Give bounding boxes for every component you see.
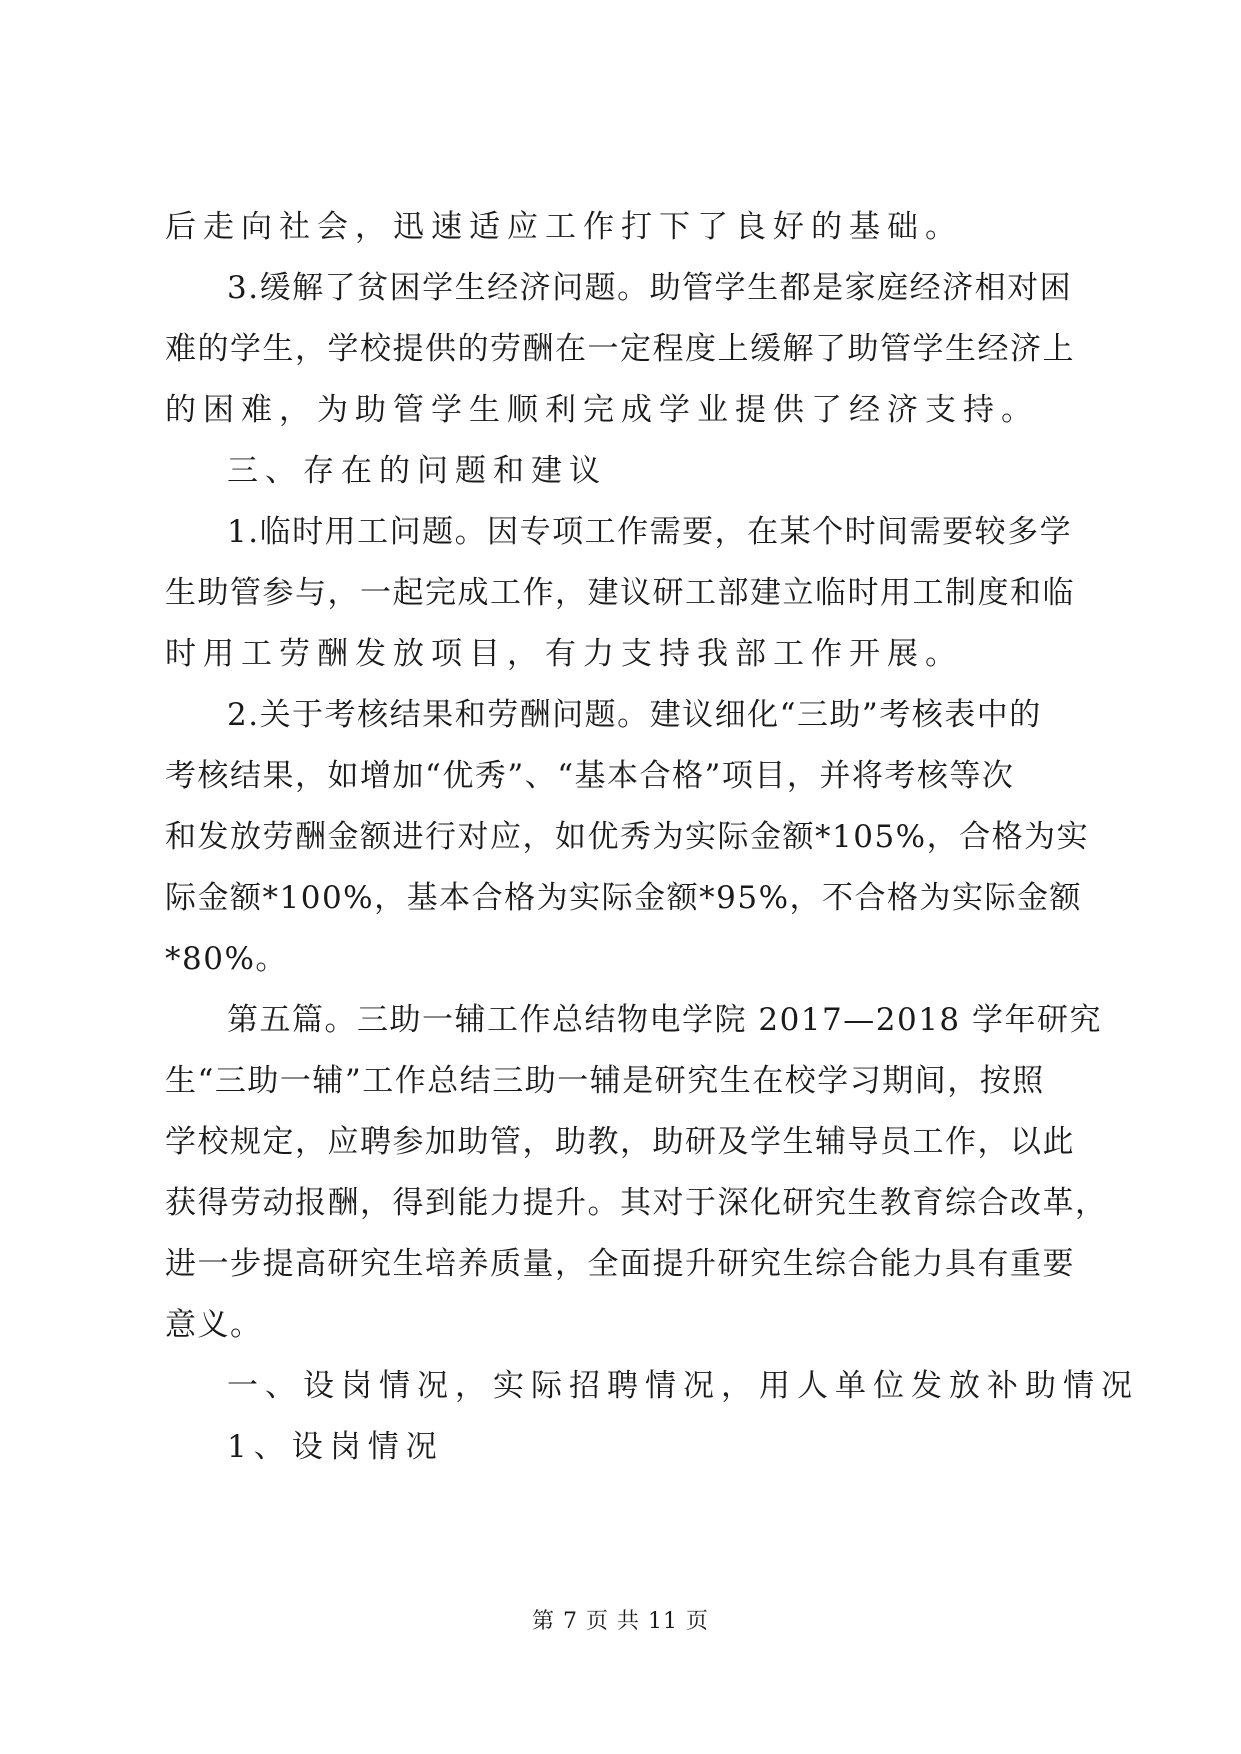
text-line: 学校规定，应聘参加助管，助教，助研及学生辅导员工作，以此: [165, 1124, 1075, 1160]
text-line: 难的学生，学校提供的劳酬在一定程度上缓解了助管学生经济上: [165, 331, 1075, 367]
text-line: 和发放劳酬金额进行对应，如优秀为实际金额*105%，合格为实: [165, 819, 1090, 855]
text-line: *80%。: [165, 941, 288, 977]
subsection-heading: 1、设岗情况: [227, 1429, 444, 1465]
text-line: 第五篇。三助一辅工作总结物电学院 2017—2018 学年研究: [227, 1002, 1102, 1038]
text-line: 1.临时用工问题。因专项工作需要，在某个时间需要较多学: [227, 514, 1073, 550]
text-line: 际金额*100%，基本合格为实际金额*95%，不合格为实际金额: [165, 880, 1083, 916]
text-line: 获得劳动报酬，得到能力提升。其对于深化研究生教育综合改革，: [165, 1185, 1108, 1221]
page-number: 第 7 页 共 11 页: [532, 1609, 709, 1634]
text-line: 生“三助一辅”工作总结三助一辅是研究生在校学习期间，按照: [165, 1063, 1045, 1099]
section-heading: 三、存在的问题和建议: [227, 453, 607, 489]
text-line: 的困难，为助管学生顺利完成学业提供了经济支持。: [165, 392, 1039, 428]
text-line: 2.关于考核结果和劳酬问题。建议细化“三助”考核表中的: [227, 697, 1042, 733]
text-line: 考核结果，如增加“优秀”、“基本合格”项目，并将考核等次: [165, 758, 1015, 794]
document-body: [165, 197, 1139, 1478]
text-line: 生助管参与，一起完成工作，建议研工部建立临时用工制度和临: [165, 575, 1075, 611]
section-heading: 一、设岗情况，实际招聘情况，用人单位发放补助情况: [227, 1368, 1139, 1404]
text-line: 后走向社会，迅速适应工作打下了良好的基础。: [165, 209, 963, 245]
text-line: 3.缓解了贫困学生经济问题。助管学生都是家庭经济相对困: [227, 270, 1073, 306]
text-line: 时用工劳酬发放项目，有力支持我部工作开展。: [165, 636, 963, 672]
text-line: 意义。: [165, 1307, 263, 1343]
text-line: 进一步提高研究生培养质量，全面提升研究生综合能力具有重要: [165, 1246, 1075, 1282]
